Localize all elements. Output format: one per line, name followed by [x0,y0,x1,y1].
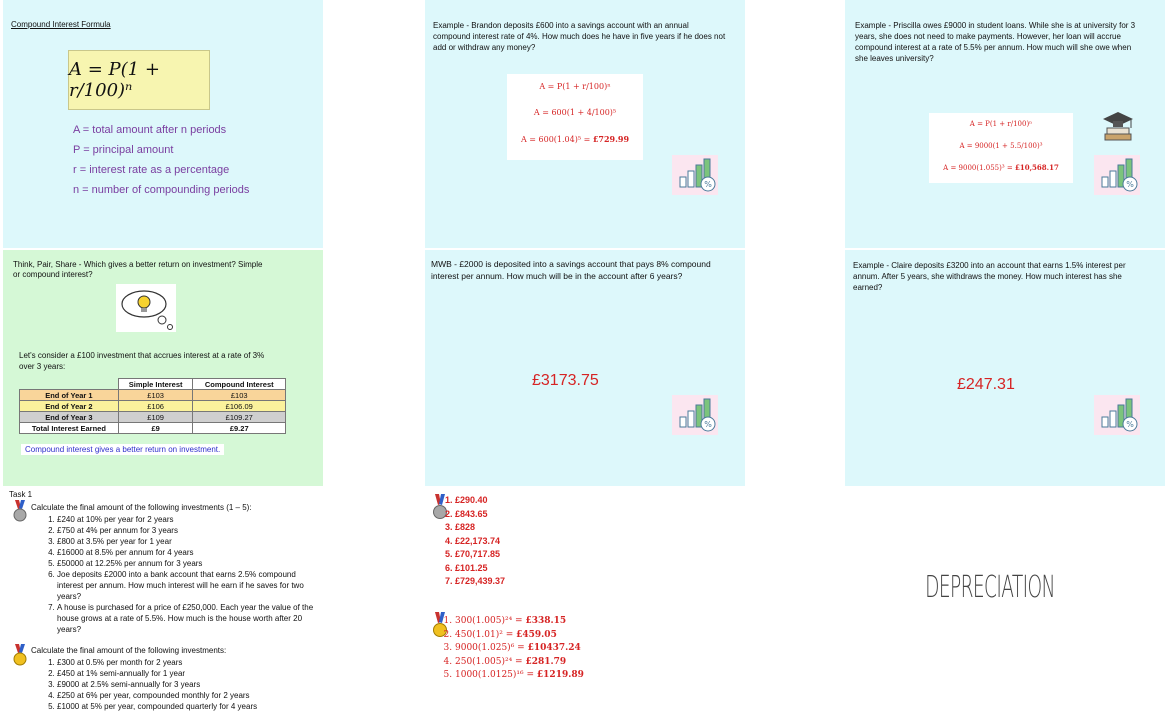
priscilla-line3 [929,157,1073,179]
silver-medal-icon [13,500,27,524]
table-header [20,379,119,390]
list-item: 4. £16000 at 8.5% per annum for 4 years [57,547,319,558]
growth-chart-icon [1094,155,1140,195]
table-cell: End of Year 2 [20,401,119,412]
formula-panel [3,0,323,248]
mwb-panel [425,250,745,486]
claire-panel [845,250,1165,486]
brandon-line2: A = 600(1 + 4/100)⁵ [533,108,617,117]
table-cell: £103 [118,390,193,401]
depreciation-title: DEPRECIATION [925,570,1055,605]
interest-table [19,378,286,434]
table-header: Simple Interest [118,379,193,390]
list-item: 6. Joe deposits £2000 into a bank account that earns 2.5% compound interest per annum. How much interest will he earn if he saves for two years? [57,569,319,602]
task-title: Task 1 [9,490,33,499]
list-item: 3. £9000 at 2.5% semi-annually for 3 years [57,679,319,690]
table-row [20,390,286,401]
gold-expr: 1000(1.0125)¹⁶ = [455,670,537,680]
table-cell: £106.09 [193,401,286,412]
silver-answer-list [433,494,505,589]
brandon-working [507,74,643,160]
definition-p: P = principal amount [73,144,174,156]
list-item: 2. £750 at 4% per annum for 3 years [57,525,319,536]
table-header-row [20,379,286,390]
task-panel [3,488,323,725]
table-cell: £109 [118,412,193,423]
list-item [455,642,584,656]
graduation-cap-icon [1101,108,1135,148]
gold-intro: Calculate the final amount of the following investments: [31,646,227,655]
table-row [20,401,286,412]
brandon-panel [425,0,745,248]
gold-answer: £281.79 [525,656,567,667]
gold-answer: £459.05 [516,629,557,640]
table-cell: End of Year 1 [20,390,119,401]
think-panel [3,250,323,486]
silver-intro: Calculate the final amount of the following investments (1 – 5): [31,503,252,512]
priscilla-line3-expr: A = 9000(1.055)³ = [943,164,1015,172]
definition-a: A = total amount after n periods [73,124,227,136]
gold-answer: £10437.24 [527,643,581,653]
table-cell: End of Year 3 [20,412,119,423]
list-item: 3. £800 at 3.5% per year for 1 year [57,536,319,547]
growth-chart-icon [672,395,718,435]
definition-n: n = number of compounding periods [73,184,250,196]
list-item [455,615,584,629]
list-item: 5. £50000 at 12.25% per annum for 3 years [57,558,319,569]
brandon-line3-expr: A = 600(1.04)⁵ = [520,135,593,144]
list-item [455,669,584,683]
growth-chart-icon [672,155,718,195]
gold-answer-list [433,615,584,683]
table-row [20,423,286,434]
gold-expr: 250(1.005)²⁴ = [455,656,526,667]
table-header: Compound Interest [193,379,286,390]
table-cell: £9.27 [193,423,286,434]
list-item: 7. £729,439.37 [455,575,505,589]
svg-text:%: % [1126,420,1134,429]
brandon-line3-answer: £729.99 [592,134,630,144]
table-cell: £103 [193,390,286,401]
priscilla-line3-answer: £10,568.17 [1014,163,1059,172]
gold-expr: 450(1.01)² = [455,629,517,640]
definition-list [73,120,249,200]
list-item [455,629,584,643]
mwb-answer: £3173.75 [532,372,599,389]
list-item: 3. £828 [455,521,505,535]
gold-expr: 9000(1.025)⁶ = [455,643,528,653]
priscilla-panel [845,0,1165,248]
brandon-line1: A = P(1 + r/100)ⁿ [539,82,611,91]
gold-expr: 300(1.005)²⁴ = [455,616,526,626]
list-item [455,656,584,670]
depreciation-panel [845,488,1165,725]
formula-box [68,50,210,110]
svg-text:%: % [704,180,712,189]
think-conclusion: Compound interest gives a better return on investment. [21,444,224,455]
list-item: 2. £450 at 1% semi-annually for 1 year [57,668,319,679]
think-prompt: Think, Pair, Share - Which gives a better return on investment? Simple or compound interest? [13,260,263,279]
think-intro: Let's consider a £100 investment that accrues interest at a rate of 3% over 3 years: [19,351,265,371]
formula-text: A = P(1 + r/100)ⁿ [69,59,160,101]
definition-r: r = interest rate as a percentage [73,164,230,176]
list-item: 1. £300 at 0.5% per month for 2 years [57,657,319,668]
priscilla-line1: A = P(1 + r/100)ⁿ [969,120,1033,128]
brandon-question: Example - Brandon deposits £600 into a savings account with an annual compound interest rate of 4%. How much does he have in five years if he does not add or withdraw any money? [433,21,726,52]
table-cell: £9 [118,423,193,434]
gold-answer: £1219.89 [536,670,584,680]
table-cell: £106 [118,401,193,412]
claire-question: Example - Claire deposits £3200 into an account that earns 1.5% interest per annum. After 5 years, she withdraws the money. How much interest has she earned? [853,261,1126,292]
growth-chart-icon [1094,395,1140,435]
list-item: 5. £70,717.85 [455,548,505,562]
list-item: 1. £240 at 10% per year for 2 years [57,514,319,525]
table-cell: Total Interest Earned [20,423,119,434]
table-row [20,412,286,423]
silver-task-list [35,514,319,635]
list-item: 4. £250 at 6% per year, compounded monthly for 2 years [57,690,319,701]
mwb-question: MWB - £2000 is deposited into a savings account that pays 8% compound interest per annum. How much will be in the account after 6 years? [431,259,711,281]
thought-bubble-icon [116,284,176,332]
list-item: 6. £101.25 [455,562,505,576]
gold-answer: £338.15 [525,616,567,626]
claire-answer: £247.31 [957,376,1015,393]
priscilla-working [929,113,1073,183]
formula-panel-title: Compound Interest Formula [11,20,111,29]
list-item: 1. £290.40 [455,494,505,508]
list-item: 5. £1000 at 5% per year, compounded quarterly for 4 years [57,701,319,712]
gold-medal-icon [13,644,27,668]
list-item: 4. £22,173.74 [455,535,505,549]
svg-text:%: % [704,420,712,429]
answers-panel [425,488,745,725]
brandon-line3 [507,126,643,153]
svg-text:%: % [1126,180,1134,189]
priscilla-line2: A = 9000(1 + 5.5/100)³ [959,142,1043,150]
table-cell: £109.27 [193,412,286,423]
priscilla-question: Example - Priscilla owes £9000 in student loans. While she is at university for 3 years, she does not need to make payments. However, her loan will accrue compound interest at a rate of 5.5% per annum. How much will she owe when she leaves university? [855,21,1136,63]
gold-task-list [35,657,319,712]
list-item: 7. A house is purchased for a price of £250,000. Each year the value of the house grows at a rate of 5.5%. How much is the house worth after 20 years? [57,602,319,635]
list-item: 2. £843.65 [455,508,505,522]
